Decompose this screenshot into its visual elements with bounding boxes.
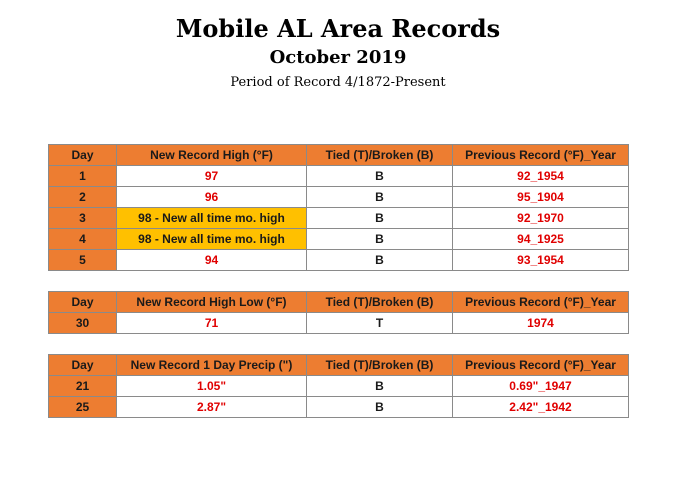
previous-record-cell: 2.42"_1942 xyxy=(453,397,629,418)
day-cell: 2 xyxy=(49,187,117,208)
new-record-cell-highlighted: 98 - New all time mo. high xyxy=(117,229,307,250)
table-row xyxy=(49,313,629,334)
table-row xyxy=(49,229,629,250)
new-record-cell-highlighted: 98 - New all time mo. high xyxy=(117,208,307,229)
header-day: Day xyxy=(49,355,117,376)
table-row xyxy=(49,250,629,271)
previous-record-cell: 93_1954 xyxy=(453,250,629,271)
header-new-record-high-low: New Record High Low (°F) xyxy=(117,292,307,313)
day-cell: 21 xyxy=(49,376,117,397)
previous-record-cell: 92_1970 xyxy=(453,208,629,229)
previous-record-cell: 1974 xyxy=(453,313,629,334)
new-record-cell: 2.87" xyxy=(117,397,307,418)
period-of-record: Period of Record 4/1872-Present xyxy=(230,75,446,90)
day-cell: 30 xyxy=(49,313,117,334)
day-cell: 25 xyxy=(49,397,117,418)
status-cell: B xyxy=(307,397,453,418)
new-record-cell: 71 xyxy=(117,313,307,334)
record-precip-table xyxy=(48,354,629,418)
table-header-row xyxy=(49,145,629,166)
day-cell: 5 xyxy=(49,250,117,271)
status-cell: B xyxy=(307,166,453,187)
day-cell: 3 xyxy=(49,208,117,229)
header-day: Day xyxy=(49,292,117,313)
day-cell: 4 xyxy=(49,229,117,250)
new-record-cell: 94 xyxy=(117,250,307,271)
table-row xyxy=(49,208,629,229)
table-row xyxy=(49,376,629,397)
header-previous-record: Previous Record (°F)_Year xyxy=(453,355,629,376)
table-header-row xyxy=(49,292,629,313)
previous-record-cell: 95_1904 xyxy=(453,187,629,208)
table-row xyxy=(49,187,629,208)
header-tied-broken: Tied (T)/Broken (B) xyxy=(307,292,453,313)
new-record-cell: 97 xyxy=(117,166,307,187)
header-previous-record: Previous Record (°F)_Year xyxy=(453,145,629,166)
status-cell: B xyxy=(307,187,453,208)
previous-record-cell: 94_1925 xyxy=(453,229,629,250)
header-day: Day xyxy=(49,145,117,166)
header-new-record-high: New Record High (°F) xyxy=(117,145,307,166)
status-cell: B xyxy=(307,376,453,397)
header-new-record-precip: New Record 1 Day Precip (") xyxy=(117,355,307,376)
new-record-cell: 96 xyxy=(117,187,307,208)
header-previous-record: Previous Record (°F)_Year xyxy=(453,292,629,313)
page-subtitle: October 2019 xyxy=(269,47,407,68)
header-tied-broken: Tied (T)/Broken (B) xyxy=(307,145,453,166)
table-row xyxy=(49,166,629,187)
day-cell: 1 xyxy=(49,166,117,187)
new-record-cell: 1.05" xyxy=(117,376,307,397)
page-title: Mobile AL Area Records xyxy=(175,14,501,43)
status-cell: T xyxy=(307,313,453,334)
record-high-table xyxy=(48,144,629,271)
table-row xyxy=(49,397,629,418)
status-cell: B xyxy=(307,229,453,250)
record-high-low-table xyxy=(48,291,629,334)
previous-record-cell: 0.69"_1947 xyxy=(453,376,629,397)
status-cell: B xyxy=(307,208,453,229)
status-cell: B xyxy=(307,250,453,271)
previous-record-cell: 92_1954 xyxy=(453,166,629,187)
table-header-row xyxy=(49,355,629,376)
header-tied-broken: Tied (T)/Broken (B) xyxy=(307,355,453,376)
